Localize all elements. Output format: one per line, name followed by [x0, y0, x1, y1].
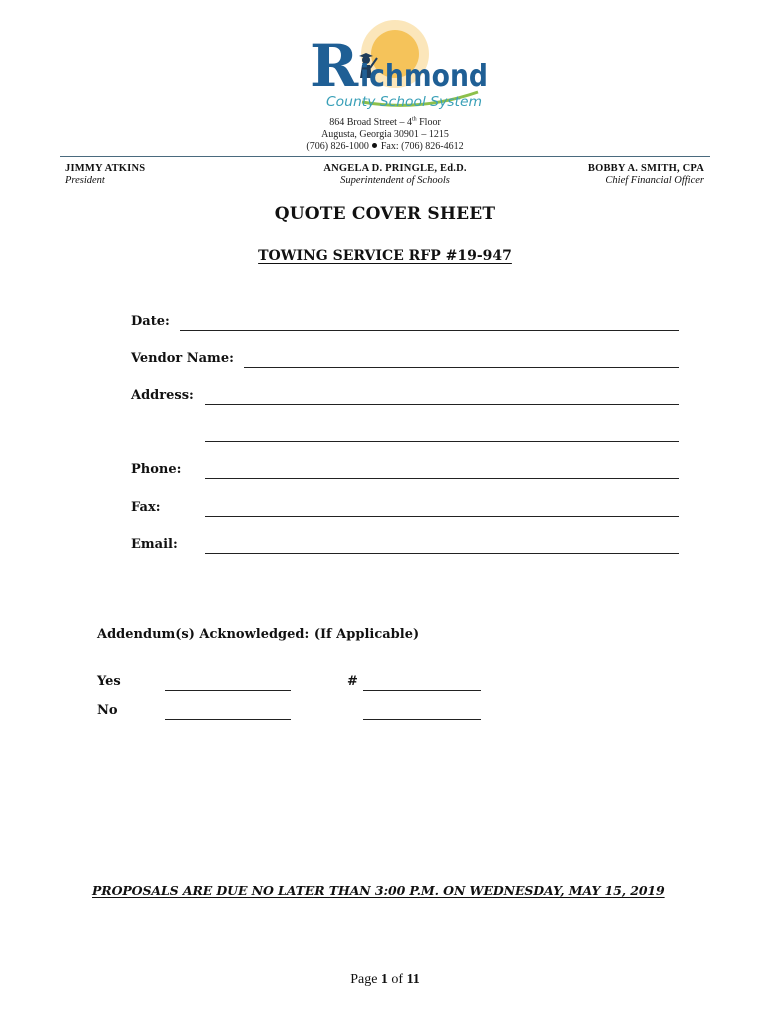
addendum-no-number-field[interactable] — [363, 719, 481, 720]
vendor-name-label: Vendor Name: — [131, 351, 234, 366]
addendum-yes-field[interactable] — [165, 690, 291, 691]
logo-name: ichmond — [360, 59, 488, 94]
document-subtitle: TOWING SERVICE RFP #19-947 — [258, 248, 512, 264]
address-city: Augusta, Georgia 30901 – 1215 — [321, 129, 449, 140]
vendor-name-field[interactable] — [244, 367, 679, 368]
address-street — [0, 117, 770, 129]
address-contact — [0, 141, 770, 153]
official-title: Chief Financial Officer — [605, 175, 704, 186]
logo-graphic — [300, 16, 500, 116]
official-president — [65, 163, 145, 186]
email-field[interactable] — [205, 553, 679, 554]
address-field-line-2[interactable] — [205, 441, 679, 442]
address-label: Address: — [131, 388, 194, 403]
address-field-line-1[interactable] — [205, 404, 679, 405]
phone-field[interactable] — [205, 478, 679, 479]
official-cfo — [588, 163, 704, 186]
addendum-no-label: No — [97, 703, 118, 718]
addendum-yes-label: Yes — [97, 674, 121, 689]
official-title: President — [65, 175, 105, 186]
date-field[interactable] — [180, 330, 679, 331]
street-ordinal: th — [411, 116, 417, 123]
date-label: Date: — [131, 314, 170, 329]
email-label: Email: — [131, 537, 178, 552]
addendum-number-field[interactable] — [363, 690, 481, 691]
official-name: JIMMY ATKINS — [65, 163, 146, 174]
official-name: BOBBY A. SMITH, CPA — [587, 163, 704, 174]
phone-label: Phone: — [131, 462, 182, 477]
fax-label: Fax: — [131, 500, 161, 515]
addendum-no-field[interactable] — [165, 719, 291, 720]
bullet-icon — [372, 143, 377, 148]
due-date-notice: PROPOSALS ARE DUE NO LATER THAN 3:00 P.M. ON WEDNESDAY, MAY 15, 2019 — [92, 883, 665, 898]
fax-field[interactable] — [205, 516, 679, 517]
logo-initial: R — [310, 32, 359, 100]
page-number — [0, 972, 770, 988]
official-name: ANGELA D. PRINGLE, Ed.D. — [323, 163, 467, 174]
page-of: of — [387, 972, 407, 987]
street-text: 864 Broad Street – 4 — [329, 117, 412, 128]
phone-number: (706) 826-1000 — [306, 141, 369, 152]
street-floor: Floor — [416, 117, 441, 128]
official-title: Superintendent of Schools — [340, 175, 450, 186]
addendum-heading: Addendum(s) Acknowledged: (If Applicable) — [97, 627, 420, 642]
page-word: Page — [350, 972, 381, 987]
header-divider — [60, 156, 710, 157]
page-total: 11 — [406, 972, 420, 987]
fax-number: Fax: (706) 826-4612 — [380, 141, 464, 152]
logo-subtitle: County School System — [326, 95, 482, 110]
official-superintendent — [285, 163, 505, 186]
document-title: QUOTE COVER SHEET — [274, 204, 496, 224]
addendum-number-label: # — [347, 674, 358, 689]
page-current: 1 — [380, 972, 388, 987]
richmond-county-logo — [300, 16, 500, 116]
